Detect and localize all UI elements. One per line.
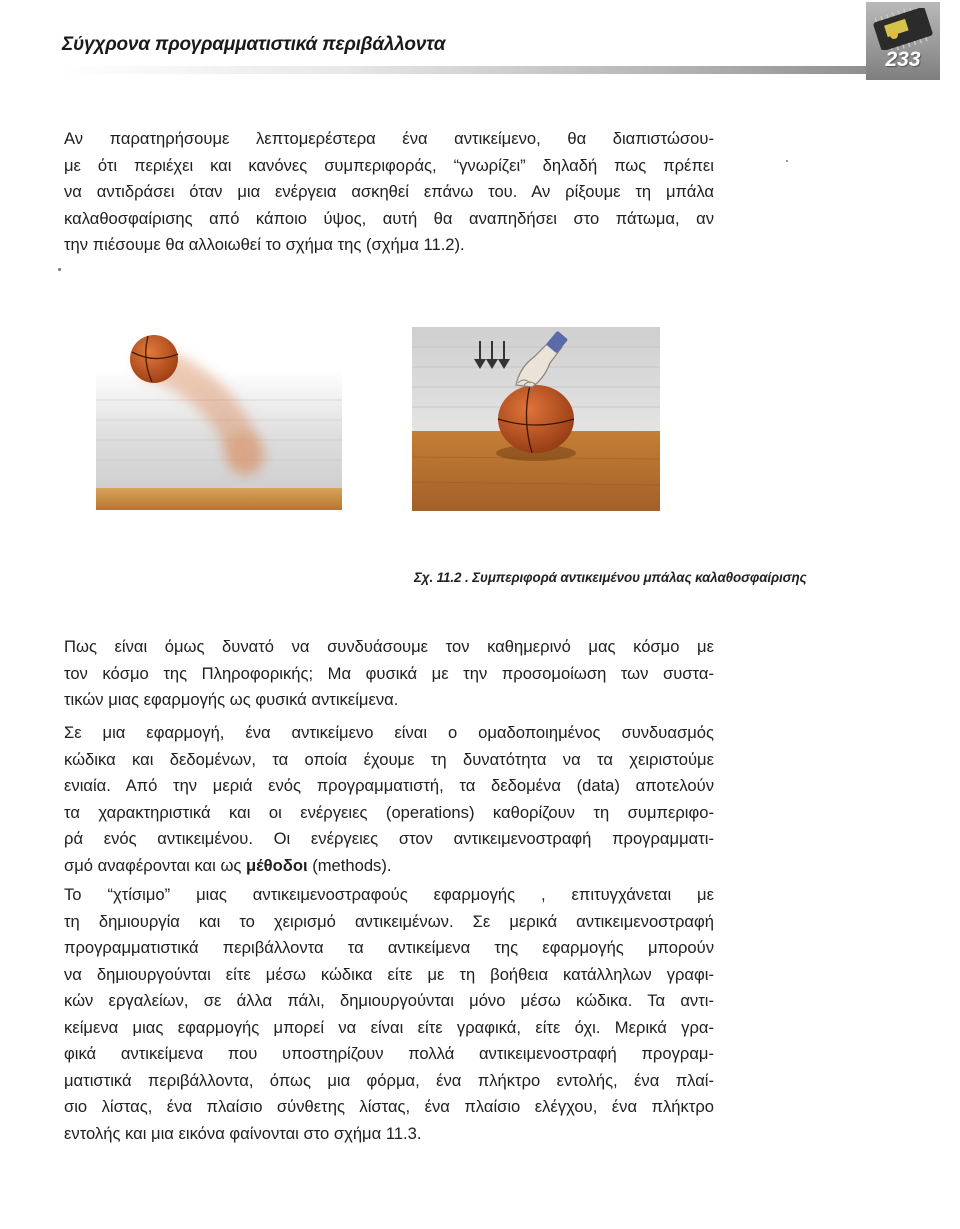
text-line: εντολής και μια εικόνα φαίνονται στο σχήμα 11.3.	[64, 1123, 422, 1143]
text-line: Σε μια εφαρμογή, ένα αντικείμενο είναι ο ομαδοποιημένος συνδυασμός	[64, 723, 714, 742]
text-line: ενιαία. Από την μεριά ενός προγραμματιστή, τα δεδομένα (data) αποτελούν	[64, 776, 714, 795]
text-fragment: σμό αναφέρονται και ως	[64, 855, 247, 875]
down-arrows-icon	[474, 341, 510, 369]
page-number: 233	[885, 48, 921, 71]
text-line: προγραμματιστικά περιβάλλοντα τα αντικείμενα της εφαρμογής μπορούν	[64, 938, 714, 957]
figure-caption: Σχ. 11.2 . Συμπεριφορά αντικειμένου μπάλας καλαθοσφαίρισης	[414, 570, 807, 585]
text-line: κώδικα και δεδομένων, τα οποία έχουμε τη δυνατότητα να τα χειριστούμε	[64, 749, 714, 769]
text-line: καλαθοσφαίρισης από κάποιο ύψος, αυτή θα αναπηδήσει στο πάτωμα, αν	[64, 208, 714, 228]
paragraph-building-application	[64, 882, 714, 1147]
text-line: ρά ενός αντικειμένου. Οι ενέργειες στον αντικειμενοστραφή προγραμματι-	[64, 829, 714, 848]
text-fragment: (methods).	[307, 855, 392, 875]
text-line: Το “χτίσιμο” μιας αντικειμενοστραφούς εφαρμογής , επιτυγχάνεται με	[64, 885, 714, 904]
paragraph-object-behavior	[64, 126, 714, 259]
text-line: Αν παρατηρήσουμε λεπτομερέστερα ένα αντικείμενο, θα διαπιστώσου-	[64, 129, 714, 148]
text-line: τον κόσμο της Πληροφορικής; Μα φυσικά με την προσομοίωση των συστα-	[64, 663, 714, 683]
header-rule	[60, 66, 868, 74]
text-line: σιο λίστας, ένα πλαίσιο σύνθετης λίστας, ένα πλαίσιο ελέγχου, ένα πλήκτρο	[64, 1097, 714, 1116]
page-number-badge	[866, 2, 940, 80]
text-line: ματιστικά περιβάλλοντα, όπως μια φόρμα, ένα πλήκτρο εντολής, ένα πλαί-	[64, 1070, 714, 1090]
text-line	[64, 853, 714, 880]
text-line: τικών μιας εφαρμογής ως φυσικά αντικείμενα.	[64, 690, 399, 709]
text-line: φικά αντικείμενα που υποστηρίζουν πολλά αντικειμενοστραφή προγραμ-	[64, 1044, 714, 1063]
text-line: να αντιδράσει όταν μια ενέργεια ασκηθεί επάνω του. Αν ρίξουμε τη μπάλα	[64, 182, 714, 201]
bold-term-methods: μέθοδοι	[246, 855, 308, 875]
chip-icon	[872, 8, 934, 50]
pressed-ball-illustration	[412, 327, 660, 511]
text-line: κών εργαλείων, σε άλλα πάλι, δημιουργούνται μόνο μέσω κώδικα. Τα αντι-	[64, 991, 714, 1010]
paragraph-simulation	[64, 634, 714, 714]
text-line: τα χαρακτηριστικά και οι ενέργειες (operations) καθορίζουν τη συμπεριφο-	[64, 802, 714, 822]
text-line: την πιέσουμε θα αλλοιωθεί το σχήμα της (σχήμα 11.2).	[64, 235, 465, 254]
text-line: να δημιουργούνται είτε μέσω κώδικα είτε με τη βοήθεια κατάλληλων γραφι-	[64, 964, 714, 984]
running-header-title: Σύγχρονα προγραμματιστικά περιβάλλοντα	[62, 34, 446, 55]
text-line: τη δημιουργία και το χειρισμό αντικειμένων. Σε μερικά αντικειμενοστραφή	[64, 911, 714, 931]
bouncing-ball-illustration	[96, 330, 342, 512]
scan-dot	[58, 268, 61, 271]
scan-dot	[786, 160, 788, 162]
text-line: Πως είναι όμως δυνατό να συνδυάσουμε τον καθημερινό μας κόσμο με	[64, 637, 714, 656]
text-line: κείμενα μιας εφαρμογής μπορεί να είναι είτε γραφικά, είτε όχι. Μερικά γρα-	[64, 1017, 714, 1037]
paragraph-object-definition	[64, 720, 714, 879]
text-line: με ότι περιέχει και κανόνες συμπεριφοράς, “γνωρίζει” δηλαδή πως πρέπει	[64, 155, 714, 175]
